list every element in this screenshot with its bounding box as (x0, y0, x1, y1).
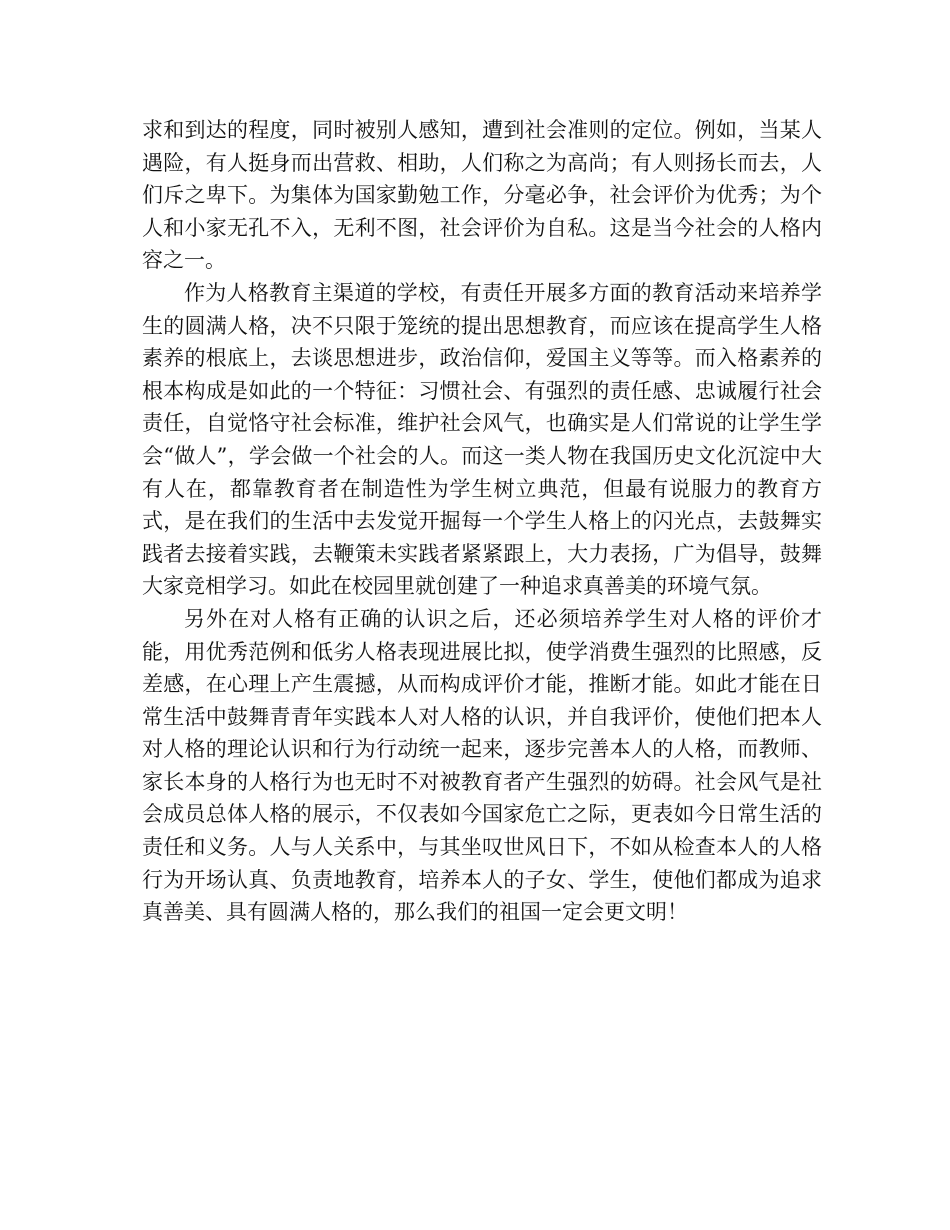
paragraph-3: 另外在对人格有正确的认识之后，还必须培养学生对人格的评价才能，用优秀范例和低劣人格表现进展比拟，使学消费生强烈的比照感，反差感，在心理上产生震撼，从而构成评价才能，推断才能。如此才能在日常生活中鼓舞青青年实践本人对人格的认识，并自我评价，使他们把本人对人格的理论认识和行为行动统一起来，逐步完善本人的人格，而教师、家长本身的人格行为也无时不对被教育者产生强烈的妨碍。社会风气是社会成员总体人格的展示，不仅表如今国家危亡之际，更表如今日常生活的责任和义务。人与人关系中，与其坐叹世风日下，不如从检查本人的人格行为开场认真、负责地教育，培养本人的子女、学生，使他们都成为追求真善美、具有圆满人格的，那么我们的祖国一定会更文明！ (142, 606, 822, 925)
paragraph-1: 求和到达的程度，同时被别人感知，遭到社会准则的定位。例如，当某人遇险，有人挺身而出营救、相助，人们称之为高尚；有人则扬长而去，人们斥之卑下。为集体为国家勤勉工作，分毫必争，社会评价为优秀；为个人和小家无孔不入，无利不图，社会评价为自私。这是当今社会的人格内容之一。 (142, 118, 822, 273)
document-page (142, 114, 822, 929)
paragraph-2: 作为人格教育主渠道的学校，有责任开展多方面的教育活动来培养学生的圆满人格，决不只限于笼统的提出思想教育，而应该在提高学生人格素养的根底上，去谈思想进步，政治信仰，爱国主义等等。而入格素养的根本构成是如此的一个特征：习惯社会、有强烈的责任感、忠诚履行社会责任，自觉恪守社会标准，维护社会风气，也确实是人们常说的让学生学会“做人”，学会做一个社会的人。而这一类人物在我国历史文化沉淀中大有人在，都靠教育者在制造性为学生树立典范，但最有说服力的教育方式，是在我们的生活中去发觉开掘每一个学生人格上的闪光点，去鼓舞实践者去接着实践，去鞭策未实践者紧紧跟上，大力表扬，广为倡导，鼓舞大家竞相学习。如此在校园里就创建了一种追求真善美的环境气氛。 (142, 280, 822, 599)
